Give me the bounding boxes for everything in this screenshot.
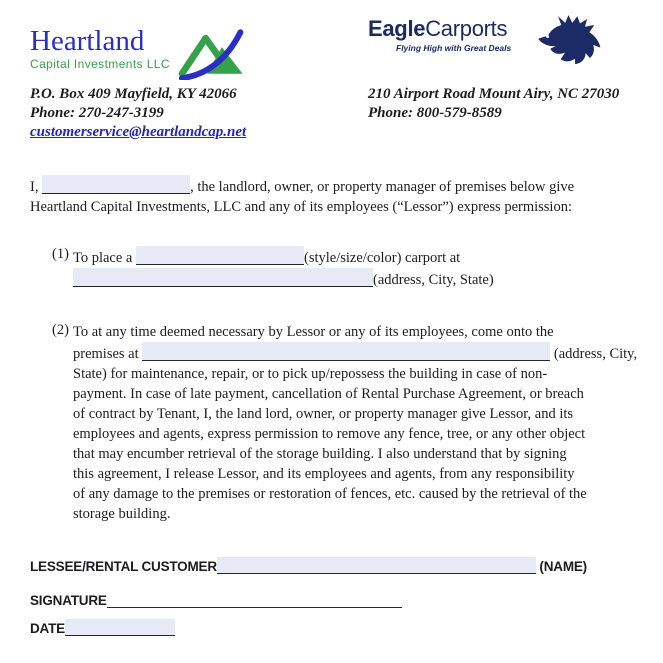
item-1-text [73, 246, 494, 290]
text-line: of any damage to the premises or restoration of fences, etc. caused by the retrieval of the [73, 486, 587, 502]
heartland-phone: Phone: 270-247-3199 [30, 105, 164, 121]
heartland-address: P.O. Box 409 Mayfield, KY 42066 [30, 86, 237, 102]
form-blank-field[interactable] [73, 268, 373, 287]
text-line: State) for maintenance, repair, or to pick up/repossess the building in case of non- [73, 366, 548, 382]
intro-paragraph [30, 175, 650, 217]
text-line: DATE [30, 619, 175, 639]
text-line: of contract by Tenant, I, the land lord, owner, or property manager give Lessor, and its [73, 406, 574, 422]
text-line: Heartland Capital Investments, LLC and any of its employees (“Lessor”) express permission: [30, 199, 572, 215]
heartland-logo [30, 26, 250, 80]
text-line: payment. In case of late payment, cancellation of Rental Purchase Agreement, or breach [73, 386, 584, 402]
text-line: To place a (style/size/color) carport at [73, 246, 494, 268]
text-line: this agreement, I release Lessor, and its employees and agents, from any responsibility [73, 466, 575, 482]
text-line: employees and agents, express permission to remove any fence, tree, or any other object [73, 426, 586, 442]
form-blank-field[interactable] [217, 557, 536, 574]
form-blank-field[interactable] [107, 591, 402, 608]
heartland-contact [30, 85, 246, 142]
text-line: SIGNATURE [30, 591, 402, 611]
text-line: (address, City, State) [73, 268, 494, 290]
form-blank-field[interactable] [42, 175, 190, 194]
heartland-subtitle: Capital Investments LLC [30, 57, 170, 71]
heartland-wordmark: Heartland [30, 25, 145, 57]
lessee-line [30, 557, 587, 577]
heartland-email-link[interactable]: customerservice@heartlandcap.net [30, 124, 247, 140]
item-1 [52, 246, 494, 290]
text-line: that may encumber retrieval of the storage building. I also understand that by signing [73, 446, 567, 462]
eagle-contact [368, 85, 619, 123]
item-2-number: (2) [52, 322, 69, 338]
signature-line [30, 591, 402, 611]
item-2-text [73, 322, 637, 524]
form-blank-field[interactable] [142, 342, 550, 361]
eagle-icon [536, 12, 602, 70]
eagle-wordmark-bold: Eagle [368, 16, 426, 41]
text-line: storage building. [73, 506, 171, 522]
item-1-number: (1) [52, 246, 69, 262]
item-2 [52, 322, 637, 524]
eagle-wordmark-rest: Carports [425, 16, 508, 41]
form-blank-field[interactable] [136, 246, 304, 265]
text-line: premises at (address, City, [73, 342, 637, 364]
text-line: To at any time deemed necessary by Lessor or any of its employees, come onto the [73, 324, 554, 340]
eagle-tagline: Flying High with Great Deals [396, 43, 512, 53]
text-line: LESSEE/RENTAL CUSTOMER (NAME) [30, 559, 587, 574]
eagle-address: 210 Airport Road Mount Airy, NC 27030 [368, 86, 620, 102]
text-line: I, , the landlord, owner, or property manager of premises below give [30, 175, 650, 197]
eagle-phone: Phone: 800-579-8589 [368, 105, 502, 121]
mountain-swoosh-icon [176, 26, 250, 80]
date-line [30, 619, 175, 639]
eagle-carports-logo [368, 16, 628, 53]
form-blank-field[interactable] [65, 619, 175, 636]
